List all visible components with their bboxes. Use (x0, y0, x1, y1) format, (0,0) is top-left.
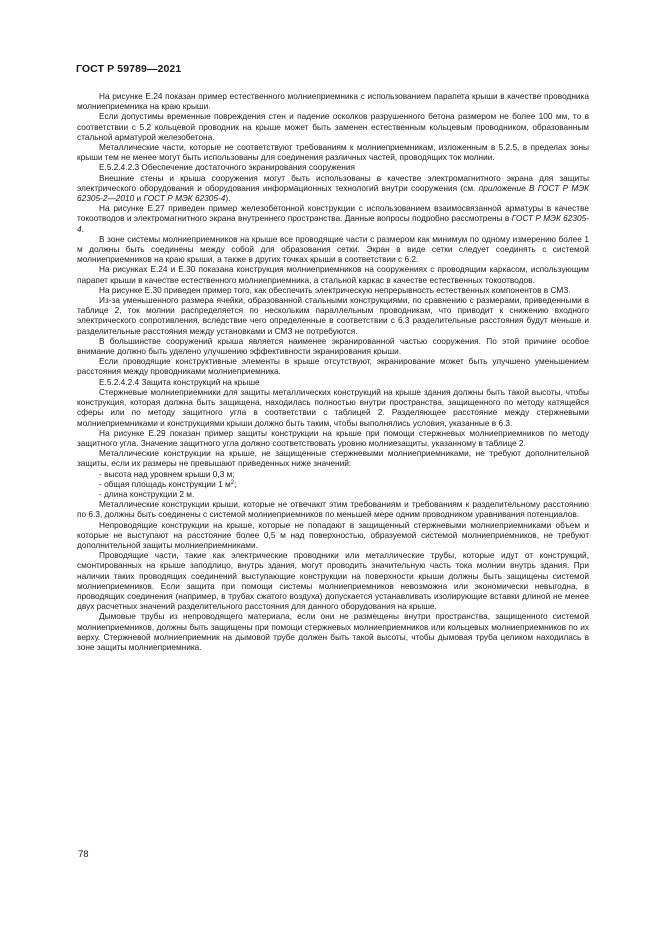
paragraph: В зоне системы молниеприемников на крыше все проводящие части с размером как минимум по одному измерению более 1 м должны быть соединены между собой для образования сетки. Экран в виде сетки следует соединять с системой молниеприемников на краю крыши, а также в других точках крыши в соответствии с 6.2. (77, 233, 589, 265)
text-run: На рисунке Е.27 приведен пример железобетонной конструкции с использованием взаимосвязанной арматуры в качестве токоотводов и электромагнитного экрана внутреннего пространства. Данные вопросы подробно рассмотрены в (77, 203, 589, 224)
paragraph: Из-за уменьшенного размера ячейки, образованной стальными конструкциями, по сравнению с размерами, приведенными в таблице 2, ток молнии распределяется по нескольким параллельным проводникам, что приводит к снижению входного электрического сопротивления, вследствие чего определенные в соответствии с 6.3 разделительные расстояния будут меньше и разделительные расстояния между установками и СМЗ не потребуются. (77, 295, 589, 336)
text-run: ; (234, 478, 237, 489)
list-item: - длина конструкции 2 м. (99, 488, 195, 499)
paragraph: Проводящие части, такие как электрические проводники или металлические трубы, которые идут от конструкций, смонтированных на крыше заподлицо, внутрь здания, могут проводить значительную часть тока молнии внутрь здания. При наличии таких проводящих соединений выступающие конструкции на поверхности крыши должны быть защищены системой молниеприемников. Если защита при помощи системы молниеприемников невозможна или экономически невыгодна, в проводящих соединения (например, в трубах сжатого воздуха) допускается устанавливать изолирующие вставки длиной не менее двух расчетных значений разделительного расстояния для данного оборудования на крыше. (77, 550, 589, 612)
paragraph: Непроводящие конструкции на крыше, которые не попадают в защищенный стержневыми молниеприемниками объем и которые не выступают на расстояние более 0,5 м над поверхностью, образуемой системой молниеприемников, не требуют дополнительной защиты молниеприемниками. (77, 519, 589, 550)
paragraph: Дымовые трубы из непроводящего материала, если они не размещены внутри пространства, защищенного системой молниеприемников, должны быть защищены при помощи стержневых молниеприемников или кольцевых молниеприемников по их верху. Стержневой молниеприемник на дымовой трубе должен быть такой высоты, чтобы дымовая труба целиком находилась в зоне защиты молниеприемника. (77, 611, 589, 652)
paragraph: Металлические конструкции крыши, которые не отвечают этим требованиям и требованиям к разделительному расстоянию по 6.3, должны быть соединены с системой молниеприемников по меньшей мере одним проводником уравнивания потенциалов. (77, 499, 589, 520)
page-number: 78 (78, 849, 89, 860)
superscript: 2 (230, 479, 235, 486)
text-run: ). (225, 193, 231, 204)
paragraph: Если допустимы временные повреждения стен и падение осколков разрушенного бетона размером не более 100 мм, то в соответствии с 5.2 кольцевой проводник на крыше может быть заменен естественным кольцевым проводником, образованным стальной арматурой железобетона. (77, 111, 589, 142)
paragraph: На рисунке Е.29 показан пример защиты конструкции на крыше при помощи стержневых молниеприемников по методу защитного угла. Значение защитного угла должно соответствовать уровню молниезащиты, указанному в таблице 2. (77, 427, 589, 448)
paragraph: В большинстве сооружений крыша является наименее экранированной частью сооружения. По этой причине особое внимание должно быть уделено улучшению эффективности экранирования крыши. (77, 335, 589, 357)
paragraph: На рисунках Е.24 и Е.30 показана конструкция молниеприемников на сооружениях с проводящим каркасом, использующим парапет крыши в качестве естественного молниеприемника, а стальной каркас в качестве естественных токоотводов. (77, 264, 589, 285)
paragraph: На рисунке Е.30 приведен пример того, как обеспечить электрическую непрерывность естественных компонентов в СМЗ. (99, 284, 571, 295)
list-item: - высота над уровнем крыши 0,3 м; (99, 468, 235, 479)
paragraph: Стержневые молниеприемники для защиты металлических конструкций на крыше здания должны быть такой высоты, чтобы конструкция, которая должна быть защищена, находилась полностью внутри пространства, защищенного по методу катящейся сферы или по методу защитного угла в соответствии с таблицей 2. Разделяющее расстояние между стержневыми молниеприемниками и конструкциями крыши должно быть таким, чтобы выполнялись условия, указанные в 6.3. (77, 386, 589, 428)
text-run: - общая площадь конструкции 1 м (99, 478, 231, 489)
paragraph (77, 203, 589, 234)
reference-link: ГОСТ Р МЭК 62305-4 (143, 193, 226, 204)
section-heading: Е.5.2.4.2.4 Защита конструкций на крыше (99, 376, 260, 387)
document-body (77, 91, 589, 652)
paragraph (77, 173, 589, 204)
paragraph: Металлические конструкции на крыше, не защищенные стержневыми молниеприемниками, не требуют дополнительной защиты, если их размеры не превышают приведенных ниже значений: (77, 448, 589, 469)
document-header: ГОСТ Р 59789—2021 (76, 63, 182, 75)
list-item (77, 479, 589, 489)
section-heading: Е.5.2.4.2.3 Обеспечение достаточного экранирования сооружения (99, 162, 355, 173)
reference-link: ГОСТ Р МЭК 62305-4 (77, 213, 589, 234)
text-run: . (81, 223, 84, 234)
text-run: Внешние стены и крыша сооружения могут быть использованы в качестве электромагнитного экрана для защиты электрического оборудования и оборудования информационных технологий внутри сооружения (см. (77, 172, 589, 193)
paragraph: На рисунке Е.24 показан пример естественного молниеприемника с использованием парапета крыши в качестве проводника молниеприемника на краю крыши. (77, 91, 589, 112)
paragraph: Металлические части, которые не соответствуют требованиям к молниеприемникам, изложенным в 5.2.5, в пределах зоны крыши тем не менее могут быть использованы для соединения различных частей, проводящих ток молнии. (77, 142, 589, 163)
reference-link: приложение В ГОСТ Р МЭК 62305-2—2010 (77, 182, 589, 204)
paragraph: Если проводящие конструктивные элементы в крыше отсутствуют, экранирование может быть улучшено уменьшением расстояния между проводниками молниеприемника. (77, 356, 589, 377)
text-run: и (134, 193, 144, 204)
